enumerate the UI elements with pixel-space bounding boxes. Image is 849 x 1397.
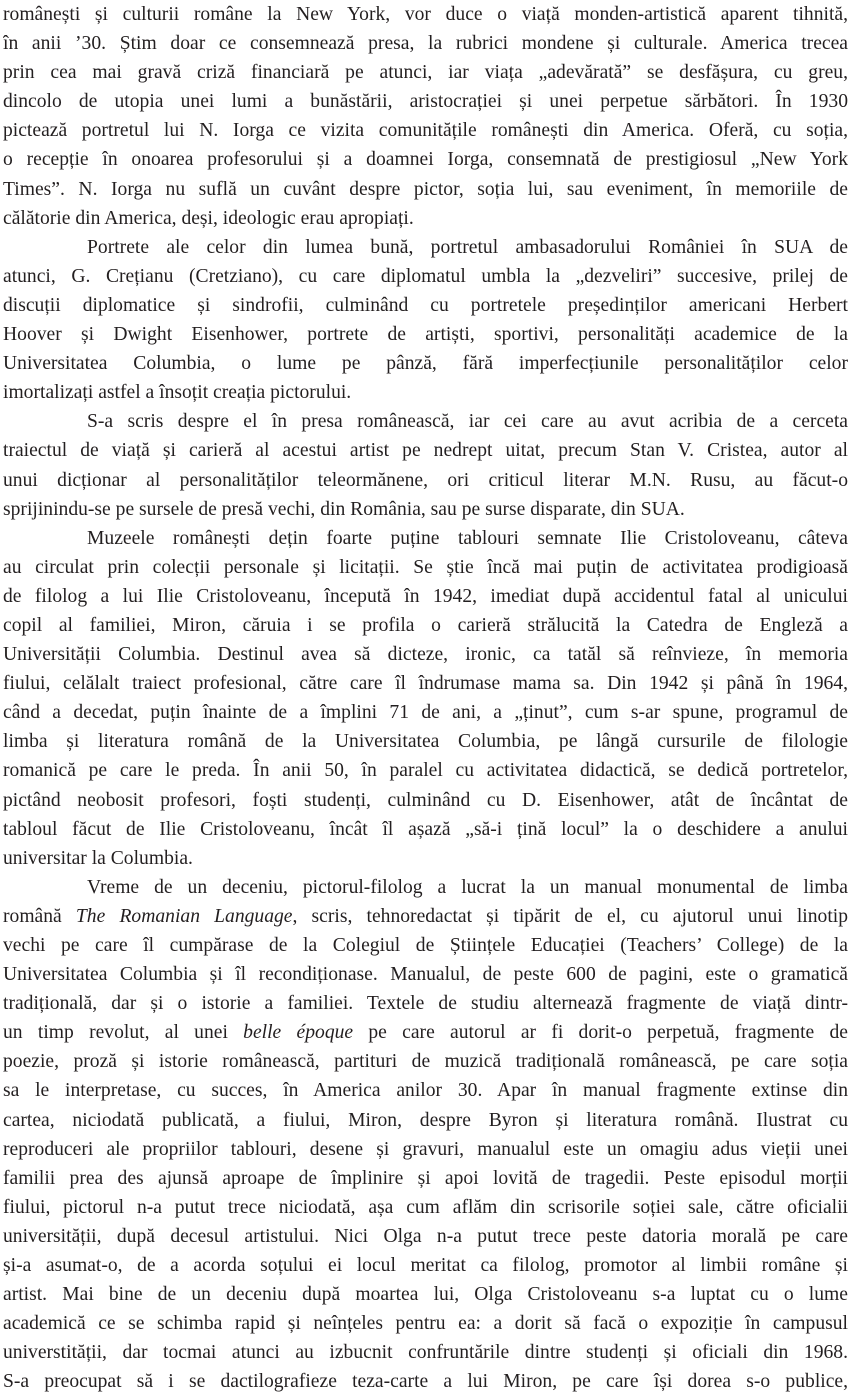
text-line: S-a preocupat să i se dactilografieze teza-carte a lui Miron, pe care își dorea s-o publice, bbox=[3, 1371, 848, 1393]
text-line: academică ce se schimba rapid și neînțeles pentru ea: a dorit să facă o expoziție în campusul bbox=[3, 1313, 848, 1335]
text-line: universtității, dar tocmai atunci au izbucnit confruntările dintre studenți și oficiali din 1968. bbox=[3, 1342, 848, 1364]
text-line: de filolog a lui Ilie Cristoloveanu, începută în 1942, imediat după accidentul fatal al unicului bbox=[3, 585, 848, 607]
text-line: fiului, celălalt traiect profesional, către care îl îndrumase mama sa. Din 1942 și până în 1964, bbox=[3, 673, 848, 695]
text-line: Hoover și Dwight Eisenhower, portrete de artiști, sportivi, personalități academice de la bbox=[3, 324, 848, 346]
text-line: când a decedat, puțin înainte de a împlini 71 de ani, a „ținut”, cum s-ar spune, programul de bbox=[3, 702, 848, 724]
text-run: pe care autorul ar fi dorit-o perpetuă, fragmente de bbox=[353, 1022, 848, 1044]
text-line: tabloul făcut de Ilie Cristoloveanu, încât îl așază „să-i țină locul” la o deschidere a anului bbox=[3, 818, 848, 840]
text-line: Muzeele românești dețin foarte puține tablouri semnate Ilie Cristoloveanu, câteva bbox=[87, 527, 848, 549]
italic-phrase: belle époque bbox=[243, 1022, 354, 1044]
text-line: atunci, G. Crețianu (Cretziano), cu care diplomatul umbla la „dezveliri” succesive, prilej de bbox=[3, 265, 848, 287]
text-line: o recepție în onoarea profesorului și a doamnei Iorga, consemnată de prestigiosul „New York bbox=[3, 149, 848, 171]
text-line bbox=[3, 902, 848, 931]
text-run: , scris, tehnoredactat și tipărit de el, cu ajutorul unui linotip bbox=[292, 905, 848, 927]
text-line: traiectul de viață și carieră al acestui artist pe nedrept uitat, precum Stan V. Cristea, autor al bbox=[3, 440, 848, 462]
text-line: reproduceri ale propriilor tablouri, desene și gravuri, manualul este un omagiu adus vieții unei bbox=[3, 1138, 848, 1160]
book-title: The Romanian Language bbox=[75, 905, 293, 927]
text-line: călătorie din America, deși, ideologic erau apropiați. bbox=[3, 207, 414, 229]
text-line: dincolo de utopia unei lumi a bunăstării, aristocrației și unei perpetue sărbători. În 1930 bbox=[3, 91, 848, 113]
text-line: au circulat prin colecții personale și licitații. Se știe încă mai puțin de activitatea prodigioasă bbox=[3, 556, 848, 578]
text-line: Vreme de un deceniu, pictorul-filolog a lucrat la un manual monumental de limba bbox=[87, 876, 848, 898]
text-line: Portrete ale celor din lumea bună, portretul ambasadorului României în SUA de bbox=[87, 236, 848, 258]
text-line: Times”. N. Iorga nu suflă un cuvânt despre pictor, soția lui, sau eveniment, în memoriile de bbox=[3, 178, 848, 200]
text-line: sa le interpretase, cu succes, în America anilor 30. Apar în manual fragmente extinse din bbox=[3, 1080, 848, 1102]
text-line bbox=[3, 1018, 848, 1047]
text-line: cartea, niciodată publicată, a fiului, Miron, despre Byron și literatura română. Ilustrat cu bbox=[3, 1109, 848, 1131]
text-line: copil al familiei, Miron, căruia i se profila o carieră strălucită la Catedra de Engleză a bbox=[3, 614, 848, 636]
text-line: romanică pe care le preda. În anii 50, în paralel cu activitatea didactică, se dedică portretelor, bbox=[3, 760, 848, 782]
text-line: discuții diplomatice și sindrofii, culminând cu portretele președinților americani Herbert bbox=[3, 294, 848, 316]
text-line: unui dicționar al personalităților teleormănene, ori criticul literar M.N. Rusu, au făcut-o bbox=[3, 469, 848, 491]
text-line: poezie, proză și istorie românească, partituri de muzică tradițională românească, pe care soția bbox=[3, 1051, 848, 1073]
text-line: în anii ’30. Știm doar ce consemnează presa, la rubrici mondene și culturale. America trecea bbox=[3, 33, 848, 55]
text-line: S-a scris despre el în presa românească, iar cei care au avut acribia de a cerceta bbox=[87, 411, 848, 433]
text-line: artist. Mai bine de un deceniu după moartea lui, Olga Cristoloveanu s-a luptat cu o lume bbox=[3, 1284, 848, 1306]
text-line: universitar la Columbia. bbox=[3, 847, 193, 869]
text-line: sprijinindu-se pe sursele de presă vechi, din România, sau pe surse disparate, din SUA. bbox=[3, 498, 685, 520]
text-line: imortalizați astfel a însoțit creația pictorului. bbox=[3, 382, 352, 404]
text-line: și-a asumat-o, de a acorda soțului ei locul meritat ca filolog, promotor al limbii române și bbox=[3, 1255, 848, 1277]
text-line: prin cea mai gravă criză financiară pe atunci, iar viața „adevărată” se desfășura, cu greu, bbox=[3, 62, 848, 84]
text-line: Universitatea Columbia, o lume pe pânză, fără imperfecțiunile personalităților celor bbox=[3, 353, 848, 375]
text-line: familii prea des ajunsă aproape de împlinire și apoi lovită de tragedii. Peste episodul morții bbox=[3, 1167, 848, 1189]
text-line: Universității Columbia. Destinul avea să dicteze, ironic, ca tatăl să reînvieze, în memoria bbox=[3, 644, 848, 666]
text-line: românești și culturii române la New York, vor duce o viață monden-artistică aparent tihnită, bbox=[3, 4, 848, 25]
text-line: universității, după decesul artistului. Nici Olga n-a putut trece peste datoria morală pe care bbox=[3, 1225, 848, 1247]
text-line: vechi pe care îl cumpărase de la Colegiul de Științele Educației (Teachers’ College) de la bbox=[3, 935, 848, 956]
text-line: Universitatea Columbia și îl recondiționase. Manualul, de peste 600 de pagini, este o gramatică bbox=[3, 964, 848, 986]
text-line: fiului, pictorul n-a putut trece niciodată, așa cum aflăm din scrisorile soției sale, către oficialii bbox=[3, 1196, 848, 1218]
text-line: pictează portretul lui N. Iorga ce vizita comunitățile românești din America. Oferă, cu soția, bbox=[3, 120, 848, 142]
text-line: pictând neobosit profesori, foști studenți, culminând cu D. Eisenhower, atât de încântat de bbox=[3, 789, 848, 811]
text-run: română bbox=[3, 905, 76, 927]
text-line: tradițională, dar și o istorie a familiei. Textele de studiu alternează fragmente de viață dintr- bbox=[3, 993, 848, 1015]
text-line: limba și literatura română de la Universitatea Columbia, pe lângă cursurile de filologie bbox=[3, 731, 848, 753]
text-run: un timp revolut, al unei bbox=[3, 1022, 244, 1044]
